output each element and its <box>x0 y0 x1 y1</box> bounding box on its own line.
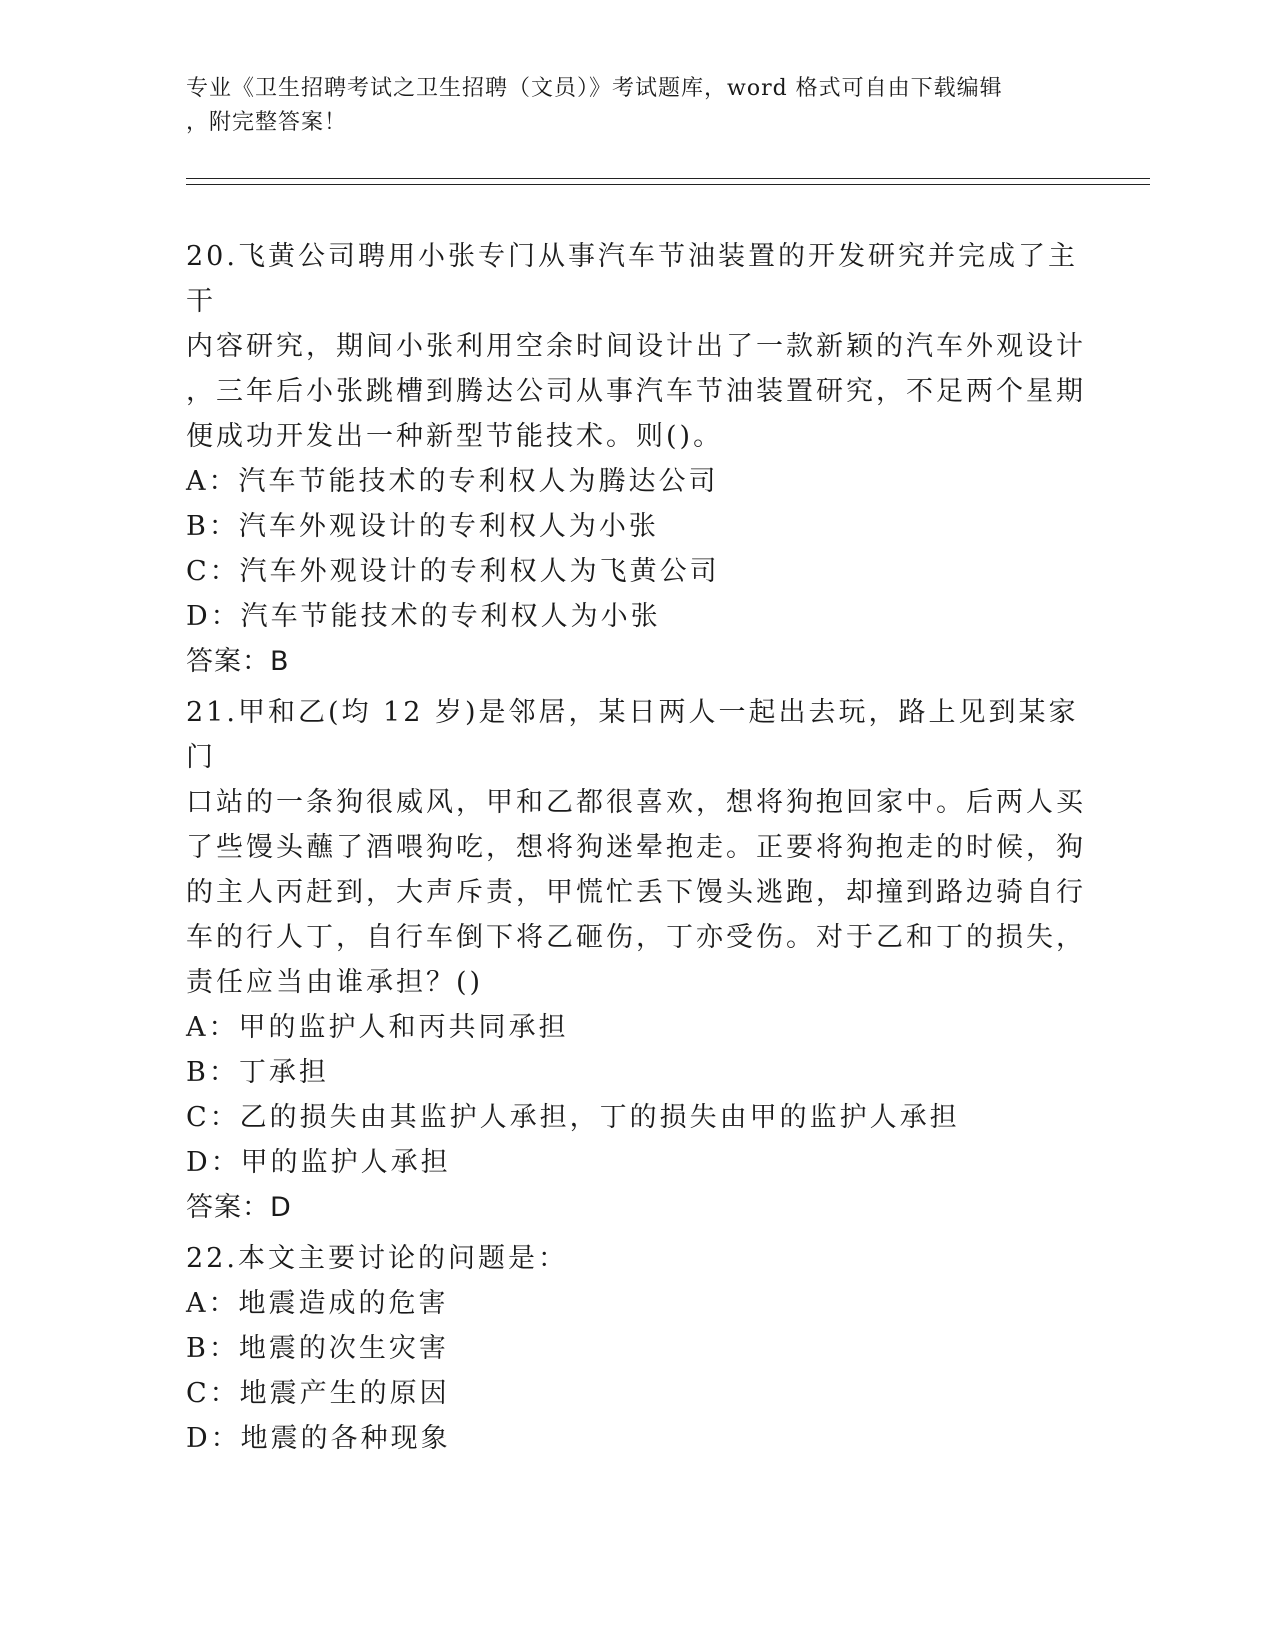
answer: 答案：D <box>186 1192 292 1223</box>
stem-line: 车的行人丁，自行车倒下将乙砸伤，丁亦受伤。对于乙和丁的损失， <box>186 922 1086 953</box>
question-20 <box>186 234 1086 684</box>
stem-line: 责任应当由谁承担？() <box>186 967 484 998</box>
question-21 <box>186 690 1086 1230</box>
option-b: B：丁承担 <box>186 1057 329 1088</box>
option-c: C：乙的损失由其监护人承担，丁的损失由甲的监护人承担 <box>186 1102 960 1133</box>
stem-line: 便成功开发出一种新型节能技术。则()。 <box>186 421 724 452</box>
question-stem <box>186 690 1086 1005</box>
option-d: D：地震的各种现象 <box>186 1423 451 1454</box>
question-stem <box>186 1236 1086 1281</box>
stem-line: 22.本文主要讨论的问题是： <box>186 1243 568 1274</box>
option-b: B：汽车外观设计的专利权人为小张 <box>186 511 659 542</box>
stem-line: 内容研究，期间小张利用空余时间设计出了一款新颖的汽车外观设计 <box>186 331 1086 362</box>
stem-line: 的主人丙赶到，大声斥责，甲慌忙丢下馒头逃跑，却撞到路边骑自行 <box>186 877 1086 908</box>
header-divider-bottom <box>186 184 1150 185</box>
option-a: A：汽车节能技术的专利权人为腾达公司 <box>186 466 719 497</box>
option-b: B：地震的次生灾害 <box>186 1333 449 1364</box>
stem-line: 21.甲和乙(均 12 岁)是邻居，某日两人一起出去玩，路上见到某家门 <box>186 697 1079 773</box>
stem-line: 口站的一条狗很威风，甲和乙都很喜欢，想将狗抱回家中。后两人买 <box>186 787 1086 818</box>
answer: 答案：B <box>186 646 290 677</box>
option-c: C：地震产生的原因 <box>186 1378 450 1409</box>
document-header: 专业《卫生招聘考试之卫生招聘（文员）》考试题库，word 格式可自由下载编辑 ，附完整答案！ <box>186 76 1003 135</box>
stem-line: 了些馒头蘸了酒喂狗吃，想将狗迷晕抱走。正要将狗抱走的时候，狗 <box>186 832 1086 863</box>
option-d: D：甲的监护人承担 <box>186 1147 451 1178</box>
stem-line: ，三年后小张跳槽到腾达公司从事汽车节油装置研究，不足两个星期 <box>186 376 1086 407</box>
question-22 <box>186 1236 1086 1461</box>
option-c: C：汽车外观设计的专利权人为飞黄公司 <box>186 556 720 587</box>
question-stem <box>186 234 1086 459</box>
header-divider-top <box>186 178 1150 179</box>
option-d: D：汽车节能技术的专利权人为小张 <box>186 601 661 632</box>
option-a: A：地震造成的危害 <box>186 1288 449 1319</box>
option-a: A：甲的监护人和丙共同承担 <box>186 1012 569 1043</box>
stem-line: 20.飞黄公司聘用小张专门从事汽车节油装置的开发研究并完成了主干 <box>186 241 1078 317</box>
